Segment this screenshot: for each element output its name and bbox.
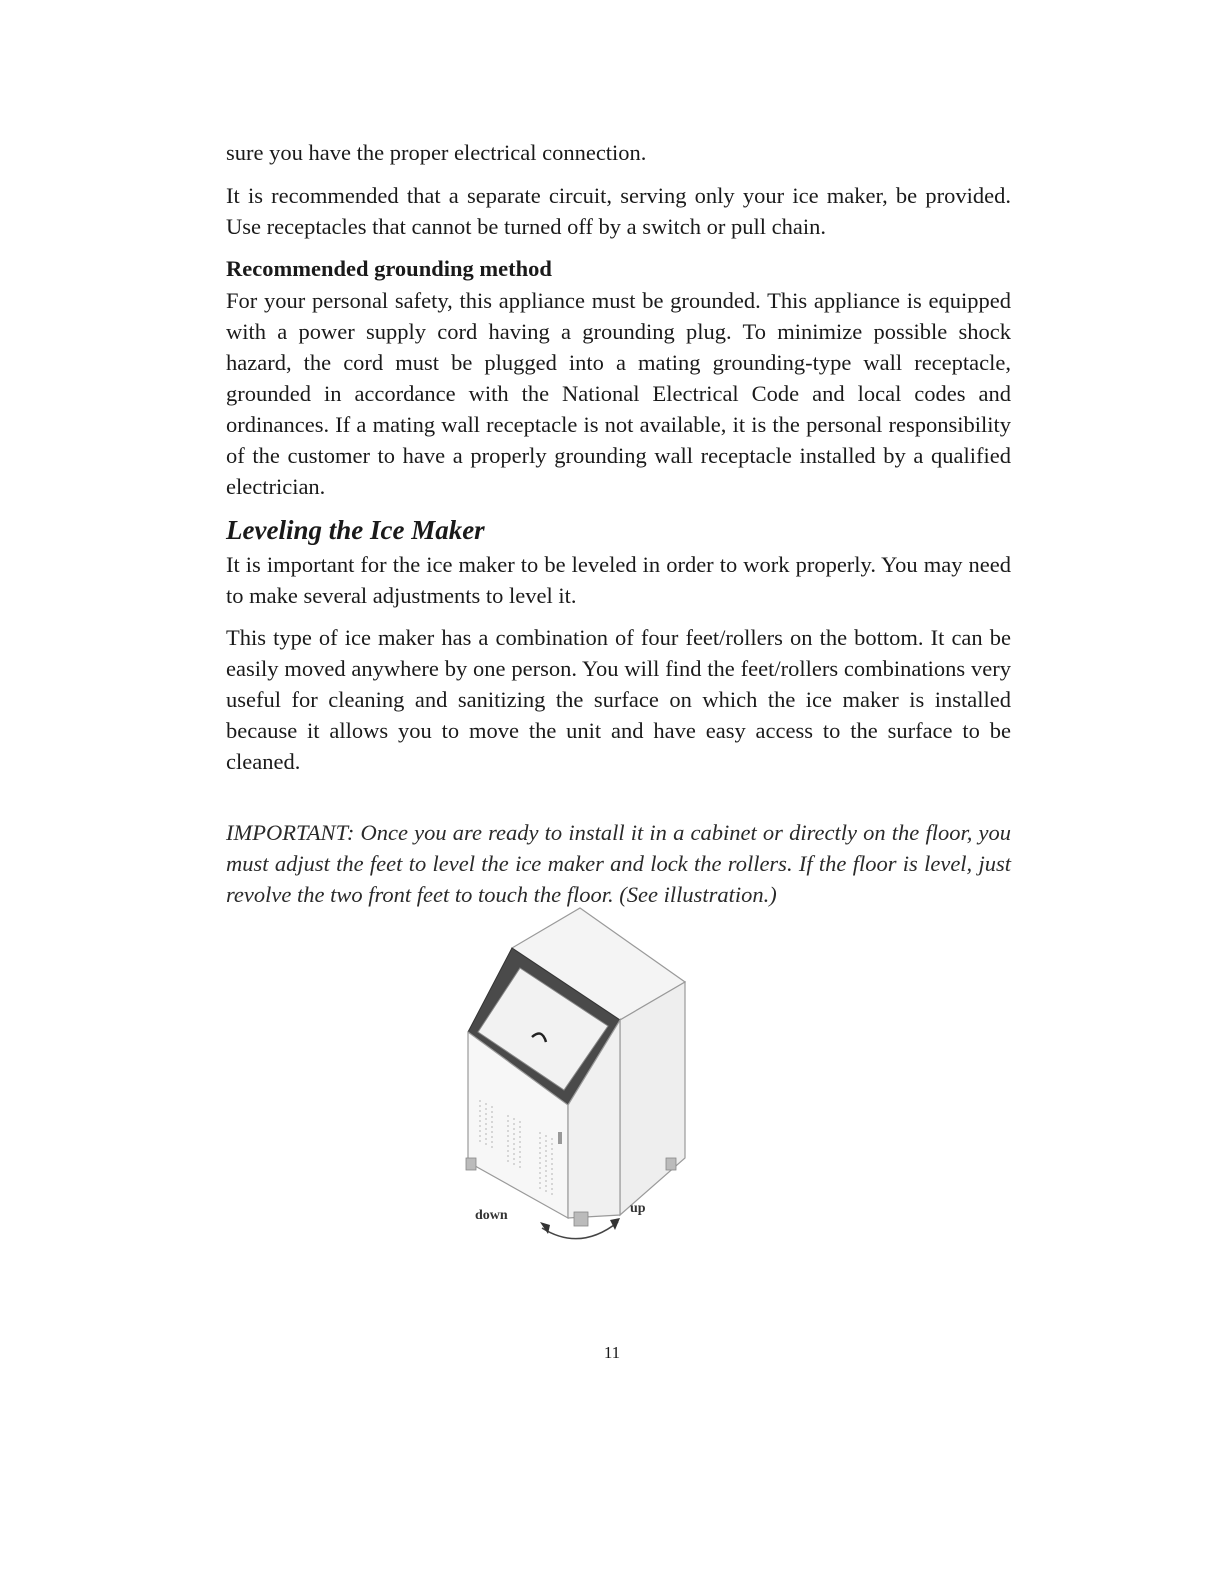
leveling-text-1: It is important for the ice maker to be leveled in order to work properly. You may need to make several adjustments to level it. [226, 552, 1011, 608]
ice-maker-illustration [450, 900, 710, 1260]
grounding-paragraph [226, 285, 1011, 502]
label-down: down [475, 1208, 508, 1223]
circuit-text: It is recommended that a separate circuit, serving only your ice maker, be provided. Use receptacles that cannot be turned off by a switch or pull chain. [226, 183, 1011, 239]
leveling-paragraph-1 [226, 549, 1011, 611]
leveling-heading-text: Leveling the Ice Maker [226, 515, 485, 545]
grounding-heading [226, 254, 1011, 284]
page-number: 11 [603, 1343, 621, 1362]
grounding-heading-text: Recommended grounding method [226, 256, 552, 281]
foot-front-right [574, 1212, 588, 1226]
ice-maker-right-side [620, 982, 685, 1215]
foot-front-left [466, 1158, 476, 1170]
intro-paragraph [226, 137, 1011, 168]
arrow-head-up-icon [610, 1218, 620, 1230]
circuit-paragraph [226, 180, 1011, 242]
grounding-text: For your personal safety, this appliance must be grounded. This appliance is equipped with a power supply cord having a grounding plug. To minimize possible shock hazard, the cord must be plugged into a mating grounding-type wall receptacle, grounded in accordance with the National Electrical Code and local codes and ordinances. If a mating wall receptacle is not available, it is the personal responsibility of the customer to have a properly grounding wall receptacle installed by a qualified electrician. [226, 288, 1011, 499]
leveling-paragraph-2 [226, 622, 1011, 777]
foot-back-right [666, 1158, 676, 1170]
label-up: up [630, 1201, 646, 1216]
leveling-text-2: This type of ice maker has a combination of four feet/rollers on the bottom. It can be easily moved anywhere by one person. You will find the feet/rollers combinations very useful for cleaning and sanitizing the surface on which the ice maker is installed because it allows you to move the unit and have easy access to the surface to be cleaned. [226, 625, 1011, 774]
important-text: IMPORTANT: Once you are ready to install it in a cabinet or directly on the floor, you must adjust the feet to level the ice maker and lock the rollers. If the floor is level, just revolve the two front feet to touch the floor. (See illustration.) [226, 820, 1011, 907]
leveling-heading [226, 513, 1011, 547]
intro-text: sure you have the proper electrical connection. [226, 140, 647, 165]
important-note [226, 817, 1011, 910]
front-indicator [558, 1132, 562, 1144]
ice-maker-drawing [450, 900, 710, 1260]
